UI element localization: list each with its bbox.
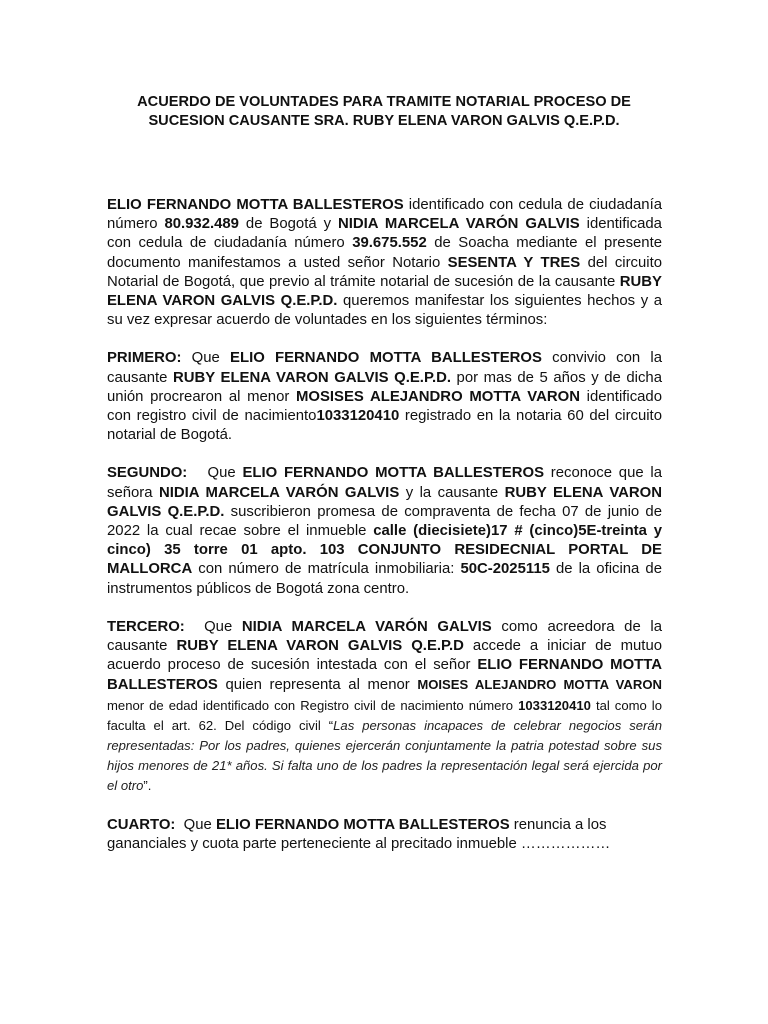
text-run: identificado con registro civil de nacimiento — [107, 388, 662, 425]
document-body — [107, 196, 662, 873]
notary-number: SESENTA Y TRES — [447, 254, 581, 271]
text-run: y la causante — [399, 484, 505, 501]
intro-paragraph — [107, 196, 662, 330]
clause-segundo — [107, 464, 662, 598]
text-run: de la oficina de instrumentos públicos de Bogotá zona centro. — [107, 561, 662, 597]
text-run: identificado con cedula de ciudadanía número — [107, 197, 662, 233]
title-line-1: ACUERDO DE VOLUNTADES PARA TRAMITE NOTARIAL PROCESO DE — [137, 94, 631, 110]
party-name: ELIO FERNANDO MOTTA BALLESTEROS — [230, 350, 542, 367]
document-title — [100, 93, 668, 131]
party-name: NIDIA MARCELA VARÓN GALVIS — [337, 216, 580, 233]
property-address: calle (diecisiete)17 # (cinco)5E-treinta y cinco) 35 torre 01 apto. 103 CONJUNTO RESIDECNIAL PORTAL DE MALLORCA — [107, 523, 663, 578]
registration-number: 50C-2025115 — [460, 561, 550, 578]
clause-cuarto — [107, 816, 662, 854]
text-run: como acreedora de la causante — [107, 618, 662, 655]
text-run: convivio con la causante — [107, 350, 662, 386]
party-name: ELIO FERNANDO MOTTA BALLESTEROS — [242, 465, 545, 482]
deceased-name: RUBY ELENA VARON GALVIS Q.E.P.D — [176, 638, 464, 655]
deceased-name: RUBY ELENA VARON GALVIS Q.E.P.D. — [173, 369, 451, 386]
text-run: accede a iniciar de mutuo acuerdo proceso de sucesión intestada con el señor — [107, 638, 663, 674]
text-run: reconoce que la señora — [107, 465, 662, 501]
text-run: suscribieron promesa de compraventa de fecha 07 de junio de 2022 la cual recae sobre el inmueble — [107, 503, 662, 540]
text-run: Que — [181, 350, 231, 367]
deceased-name: RUBY ELENA VARON GALVIS Q.E.P.D. — [107, 484, 662, 520]
id-number: 80.932.489 — [164, 216, 239, 233]
text-run: por mas de 5 años y de dicha unión procrearon al menor — [107, 369, 662, 405]
minor-name: MOSISES ALEJANDRO MOTTA VARON — [296, 388, 580, 405]
text-run: tal como lo faculta el art. 62. Del código civil “ — [107, 697, 663, 733]
text-run: identificada con cedula de ciudadanía número — [107, 216, 662, 252]
party-name: NIDIA MARCELA VARÓN GALVIS — [241, 618, 492, 635]
text-run: renuncia a los gananciales y cuota parte perteneciente al precitado inmueble ……………… — [107, 816, 611, 852]
clause-tercero — [107, 618, 662, 797]
registry-number: 1033120410 — [316, 408, 400, 425]
text-run: del circuito Notarial de Bogotá, que previo al trámite notarial de sucesión de la causante — [107, 254, 662, 290]
clause-label: PRIMERO: — [107, 350, 182, 367]
clause-label: TERCERO: — [107, 618, 185, 635]
party-name: ELIO FERNANDO MOTTA BALLESTEROS — [215, 816, 510, 833]
text-run: Que — [184, 618, 242, 635]
text-run: con número de matrícula inmobiliaria: — [192, 561, 461, 578]
text-run: ”. — [143, 778, 152, 794]
text-run: Que — [187, 465, 243, 482]
text-run: de Soacha mediante el presente documento manifestamos a usted señor Notario — [107, 235, 662, 271]
text-run: menor de edad identificado con Registro civil de nacimiento número — [107, 697, 519, 713]
clause-label: CUARTO: — [107, 816, 176, 833]
text-run: quien representa al menor — [217, 677, 418, 694]
party-name: ELIO FERNANDO MOTTA BALLESTEROS — [107, 197, 404, 213]
minor-name: MOISES ALEJANDRO MOTTA VARON — [417, 677, 662, 693]
clause-primero — [107, 349, 662, 445]
legal-quote: Las personas incapaces de celebrar negocios serán representadas: Por los padres, quienes ejercerán conjuntamente la patria potestad sobre sus hijos menores de 21* años. Si falta uno de los padres la representación legal será ejercida por el otro — [107, 717, 662, 794]
clause-label: SEGUNDO: — [107, 465, 188, 482]
party-name: NIDIA MARCELA VARÓN GALVIS — [159, 484, 400, 501]
deceased-name: RUBY ELENA VARON GALVIS Q.E.P.D. — [107, 273, 662, 310]
title-line-2: SUCESION CAUSANTE SRA. RUBY ELENA VARON GALVIS Q.E.P.D. — [148, 113, 620, 129]
text-run: queremos manifestar los siguientes hechos y a su vez expresar acuerdo de voluntades en los siguientes términos: — [107, 293, 662, 329]
text-run: Que — [175, 816, 216, 833]
text-run: registrado en la notaria 60 del circuito notarial de Bogotá. — [107, 408, 662, 444]
registry-number: 1033120410 — [518, 697, 591, 713]
party-name: ELIO FERNANDO MOTTA BALLESTEROS — [107, 657, 662, 694]
id-number: 39.675.552 — [352, 235, 427, 252]
text-run: de Bogotá y — [238, 216, 338, 233]
